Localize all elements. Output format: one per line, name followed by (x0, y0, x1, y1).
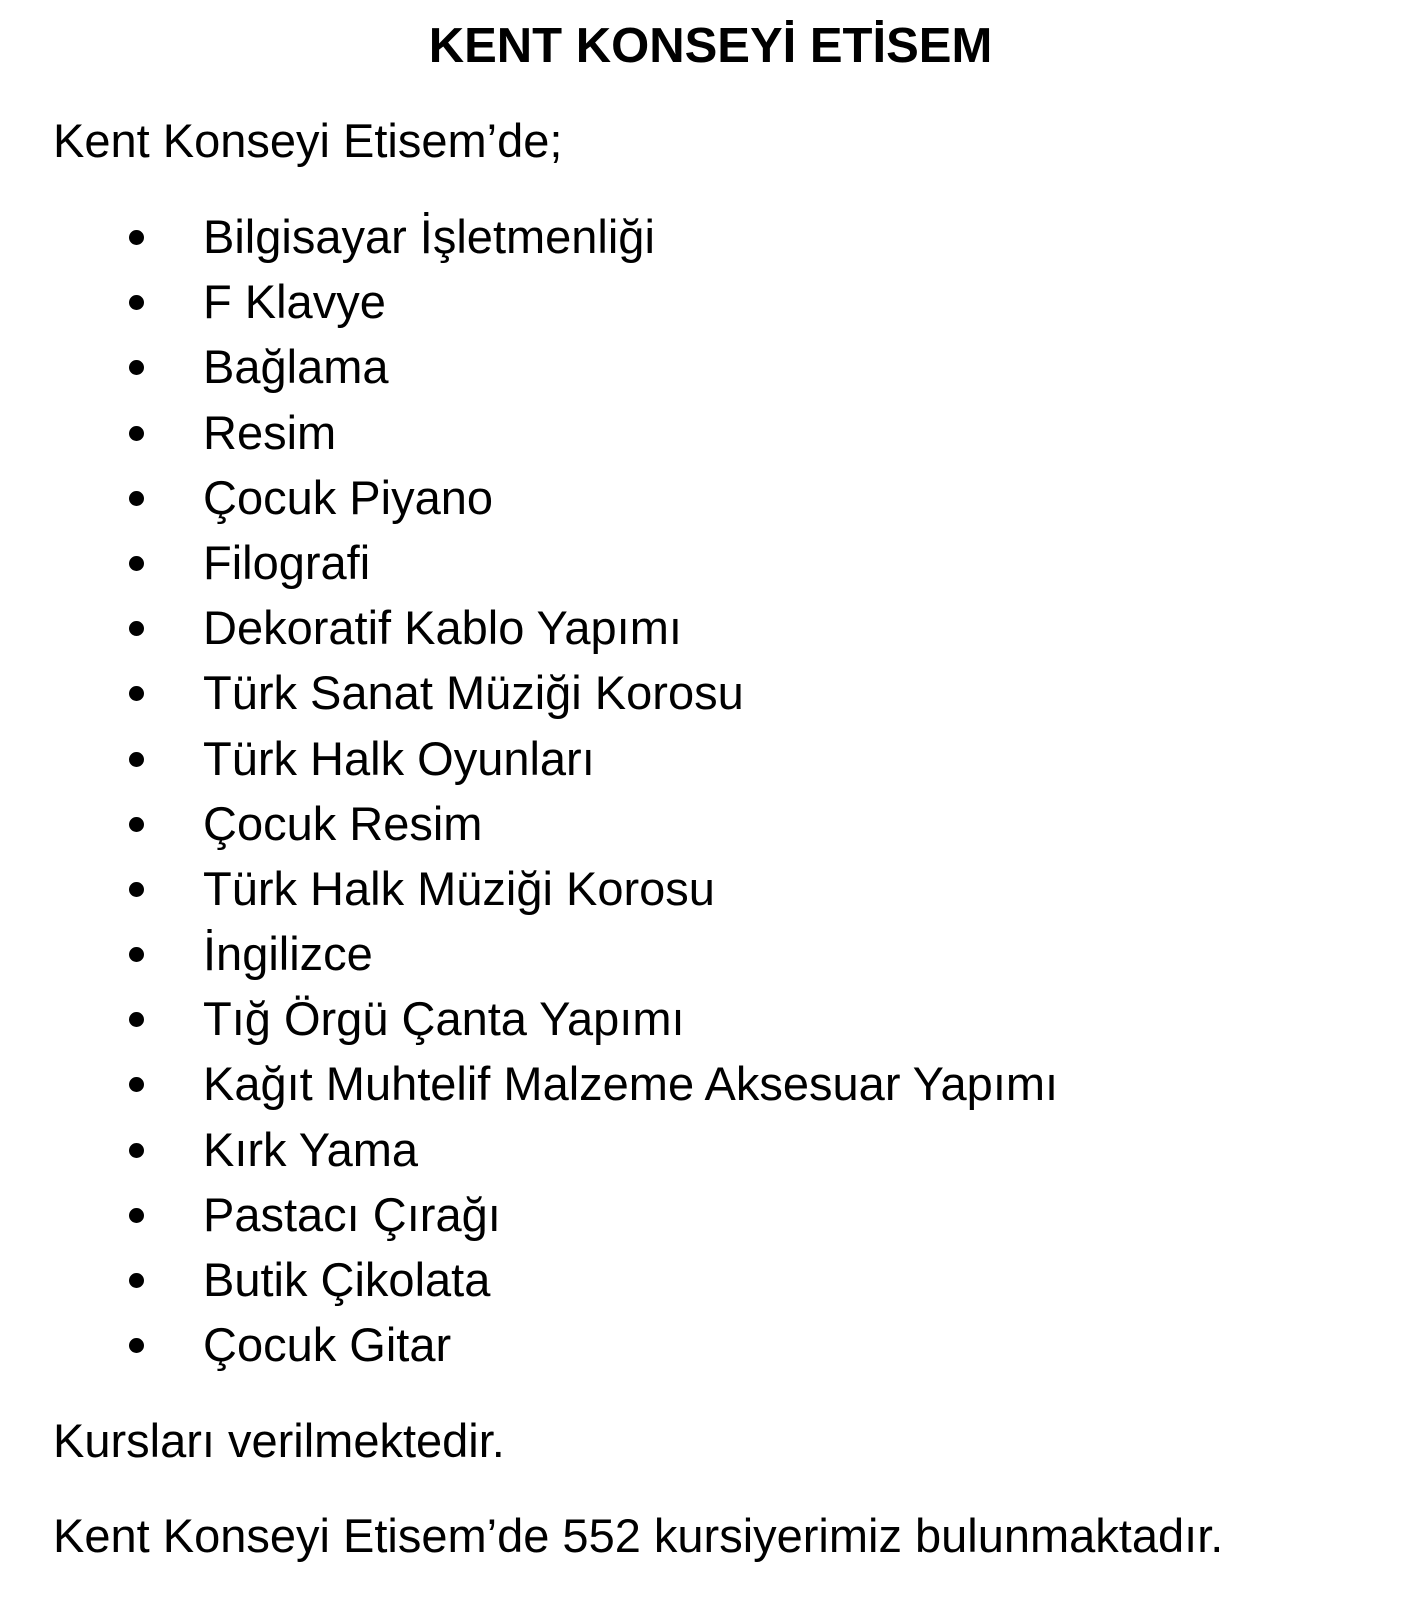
summary-text: Kent Konseyi Etisem’de 552 kursiyerimiz bulunmaktadır. (53, 1509, 1224, 1562)
closing-text: Kursları verilmektedir. (53, 1414, 505, 1467)
bullet-icon (129, 621, 144, 636)
course-label: Bilgisayar İşletmenliği (203, 210, 655, 263)
course-label: Türk Halk Müziği Korosu (203, 861, 715, 915)
bullet-icon (129, 556, 144, 571)
bullet-icon (129, 1273, 144, 1288)
course-label: Türk Sanat Müziği Korosu (203, 666, 744, 720)
bullet-icon (129, 295, 144, 310)
bullet-icon (129, 817, 144, 832)
bullet-icon (129, 360, 144, 375)
page-title: KENT KONSEYİ ETİSEM (428, 19, 993, 73)
course-label: Kırk Yama (203, 1122, 419, 1176)
course-label: İngilizce (203, 927, 373, 981)
course-label: Resim (203, 405, 337, 459)
course-label: Türk Halk Oyunları (203, 731, 595, 785)
course-label: Filografi (203, 535, 371, 589)
bullet-icon (129, 491, 144, 506)
course-label: Tığ Örgü Çanta Yapımı (203, 992, 685, 1046)
bullet-icon (129, 1077, 144, 1092)
bullet-icon (129, 1012, 144, 1027)
course-label: Çocuk Resim (203, 796, 483, 850)
bullet-icon (129, 686, 144, 701)
course-label: Bağlama (203, 340, 389, 394)
bullet-icon (129, 230, 144, 245)
bullet-icon (129, 1338, 144, 1353)
course-label: F Klavye (203, 275, 386, 329)
bullet-icon (129, 947, 144, 962)
bullet-icon (129, 882, 144, 897)
course-label: Çocuk Gitar (203, 1318, 452, 1372)
bullet-icon (129, 426, 144, 441)
course-label: Çocuk Piyano (203, 470, 493, 524)
course-label: Pastacı Çırağı (203, 1187, 501, 1241)
course-label: Kağıt Muhtelif Malzeme Aksesuar Yapımı (203, 1057, 1059, 1111)
course-label: Butik Çikolata (203, 1253, 491, 1306)
intro-text: Kent Konseyi Etisem’de; (53, 114, 563, 167)
bullet-icon (129, 1208, 144, 1223)
course-label: Dekoratif Kablo Yapımı (203, 601, 682, 655)
bullet-icon (129, 1143, 144, 1158)
bullet-icon (129, 752, 144, 767)
